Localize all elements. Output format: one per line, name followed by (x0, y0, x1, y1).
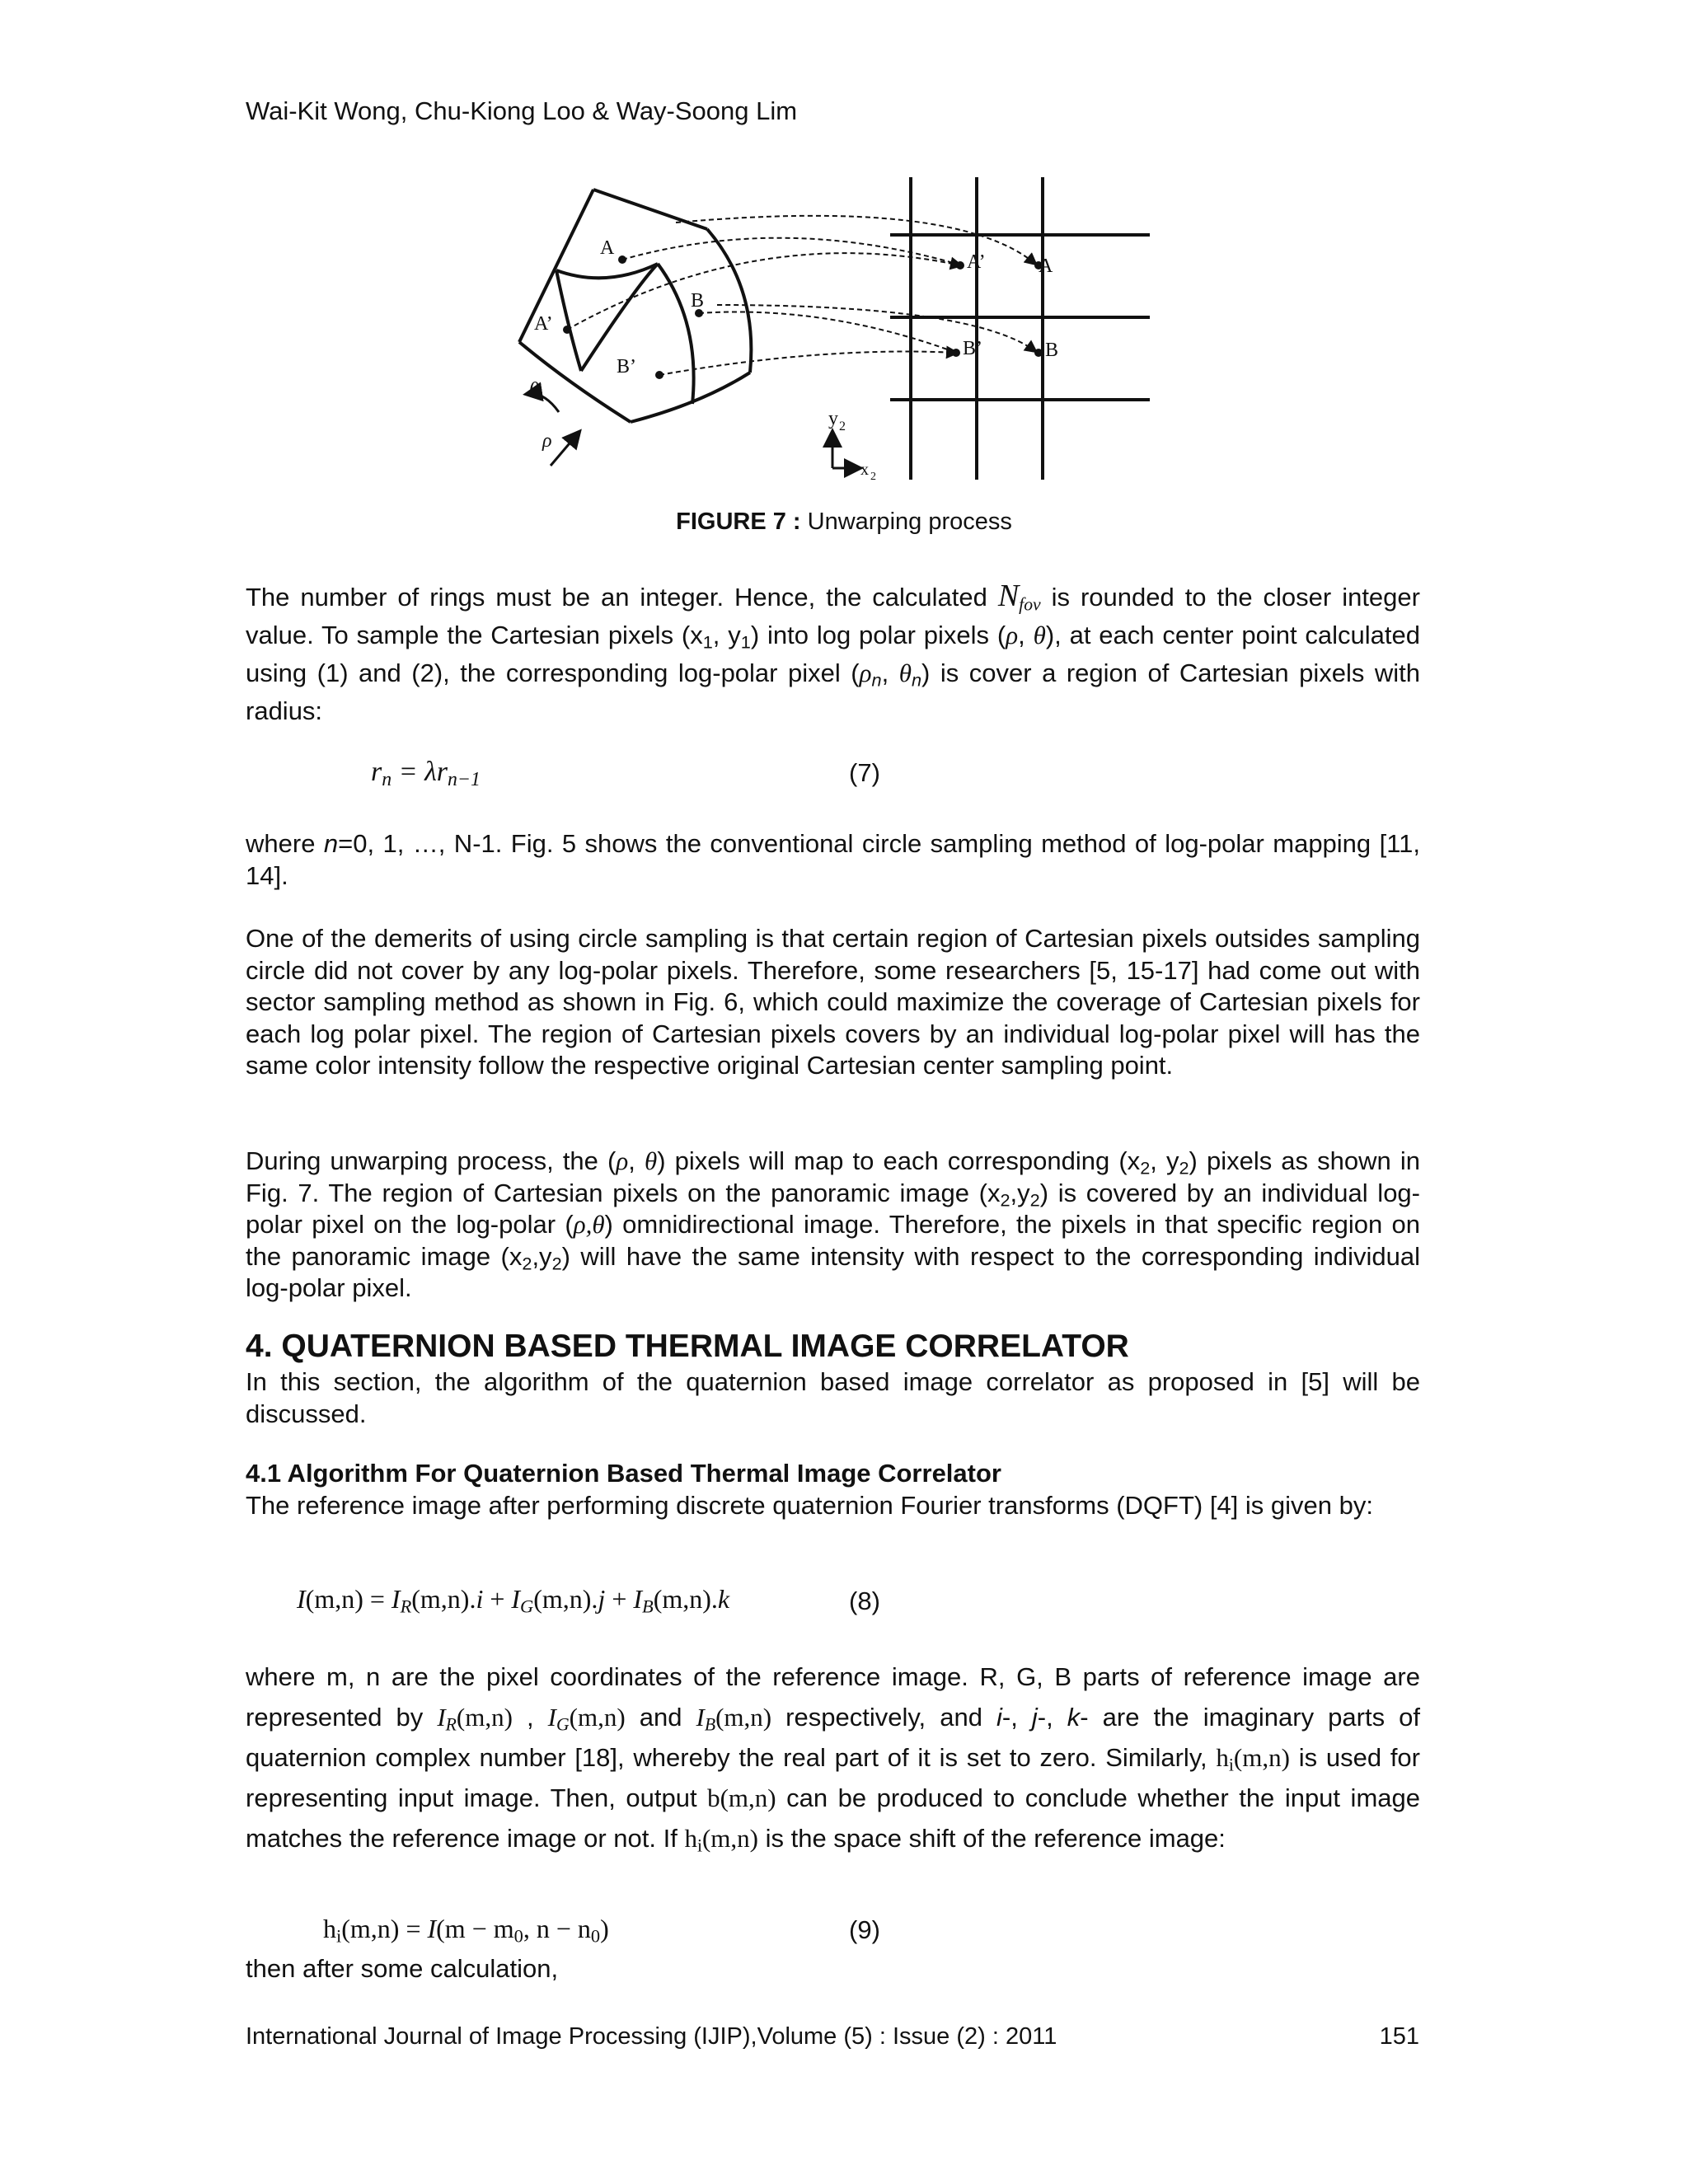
footer-page-number: 151 (1379, 2023, 1419, 2050)
paragraph-4: During unwarping process, the (ρ, θ) pixels will map to each corresponding ($x_2$, $y_2$) pixels as shown in Fig. 7. The region of Cartesian pixels on the panoramic image $(x_2,y_2)$ is covered by an individual log-polar pixel on the log-polar (ρ,θ) omnidirectional image. Therefore, the pixels in that specific region on the panoramic image $(x_2,y_2)$ will have the same intensity with respect to the corresponding individual log-polar pixel. (246, 1146, 1420, 1302)
label-B-prime-left: B’ (617, 356, 636, 377)
label-theta: θ (529, 379, 539, 401)
label-B-prime-right: B’ (963, 338, 982, 359)
figure-caption: FIGURE 7 : Unwarping process (676, 509, 1012, 535)
label-x2: x (860, 461, 869, 479)
label-y2-sub: 2 (839, 419, 846, 434)
label-y2: y (828, 408, 838, 429)
label-A-left: A (600, 237, 615, 259)
equation-7: $r_n = \lambda r_{n-1}$ (371, 757, 481, 790)
footer-journal: International Journal of Image Processing (IJIP),Volume (5) : Issue (2) : 2011 (246, 2023, 1057, 2050)
equation-8: $I(m,n) = I_R(m,n).i + I_G(m,n).j + I_B(m,n).k$ (297, 1584, 730, 1617)
label-B-right: B (1045, 340, 1059, 361)
equation-7-number: (7) (849, 758, 880, 787)
equation-8-number: (8) (849, 1586, 880, 1615)
section-4-1-heading: 4.1 Algorithm For Quaternion Based Thermal Image Correlator (246, 1459, 1001, 1488)
running-header: Wai-Kit Wong, Chu-Kiong Loo & Way-Soong Lim (246, 96, 798, 125)
paragraph-5: where m, n are the pixel coordinates of the reference image. R, G, B parts of reference image are represented by $I_R(m,n)$ , $I_G(m,n)$ and $I_B(m,n)$ respectively, and i-, j-, k- are the imaginary parts of quaternion complex number [18], whereby the real part of it is set to zero. Similarly, $h_i(m,n)$ is used for representing input image. Then, output b(m,n) can be produced to conclude whether the input image matches the reference image or not. If $h_i(m,n)$ is the space shift of the reference image: (246, 1662, 1420, 1856)
label-x2-sub: 2 (870, 471, 876, 483)
label-B-left: B (691, 290, 705, 312)
label-A-right: A (1039, 255, 1053, 277)
equation-9-number: (9) (849, 1915, 880, 1944)
equation-9: $h_i(m,n) = I(m - m_0$, $n - n_0$) (323, 1914, 609, 1947)
paragraph-6: then after some calculation, (246, 1954, 559, 1983)
section-4-heading: 4. QUATERNION BASED THERMAL IMAGE CORRELATOR (246, 1329, 1129, 1364)
paragraph-1: The number of rings must be an integer. Hence, the calculated $N_{fov}$ is rounded to the closer integer value. To sample the Cartesian pixels ($x_1$, $y_1$) into log polar pixels (ρ, θ), at each center point calculated using (1) and (2), the corresponding log-polar pixel ($\rho_n$, $\theta_n$) is cover a region of Cartesian pixels with radius: (246, 579, 1421, 725)
section-4-intro: In this section, the algorithm of the quaternion based image correlator as proposed in [5] will be discussed. (246, 1367, 1420, 1428)
label-A-prime-right: A’ (967, 251, 986, 273)
paragraph-3: One of the demerits of using circle sampling is that certain region of Cartesian pixels outsides sampling circle did not cover by any log-polar pixels. Therefore, some researchers [5, 15-17] had come out with sector sampling method as shown in Fig. 6, which could maximize the coverage of Cartesian pixels for each log polar pixel. The region of Cartesian pixels covers by an individual log-polar pixel will has the same color intensity follow the respective original Cartesian center sampling point. (246, 924, 1420, 1080)
section-4-1-text: The reference image after performing discrete quaternion Fourier transforms (DQFT) [4] is given by: (246, 1491, 1373, 1520)
paragraph-2: where n=0, 1, …, N-1. Fig. 5 shows the conventional circle sampling method of log-polar mapping [11, 14]. (246, 829, 1420, 890)
figure-7-diagram (511, 165, 1170, 494)
rho-arrow (551, 433, 579, 466)
cartesian-grid (890, 177, 1150, 480)
polar-grid (519, 190, 751, 422)
label-rho: ρ (542, 430, 552, 452)
label-A-prime-left: A’ (534, 313, 553, 335)
